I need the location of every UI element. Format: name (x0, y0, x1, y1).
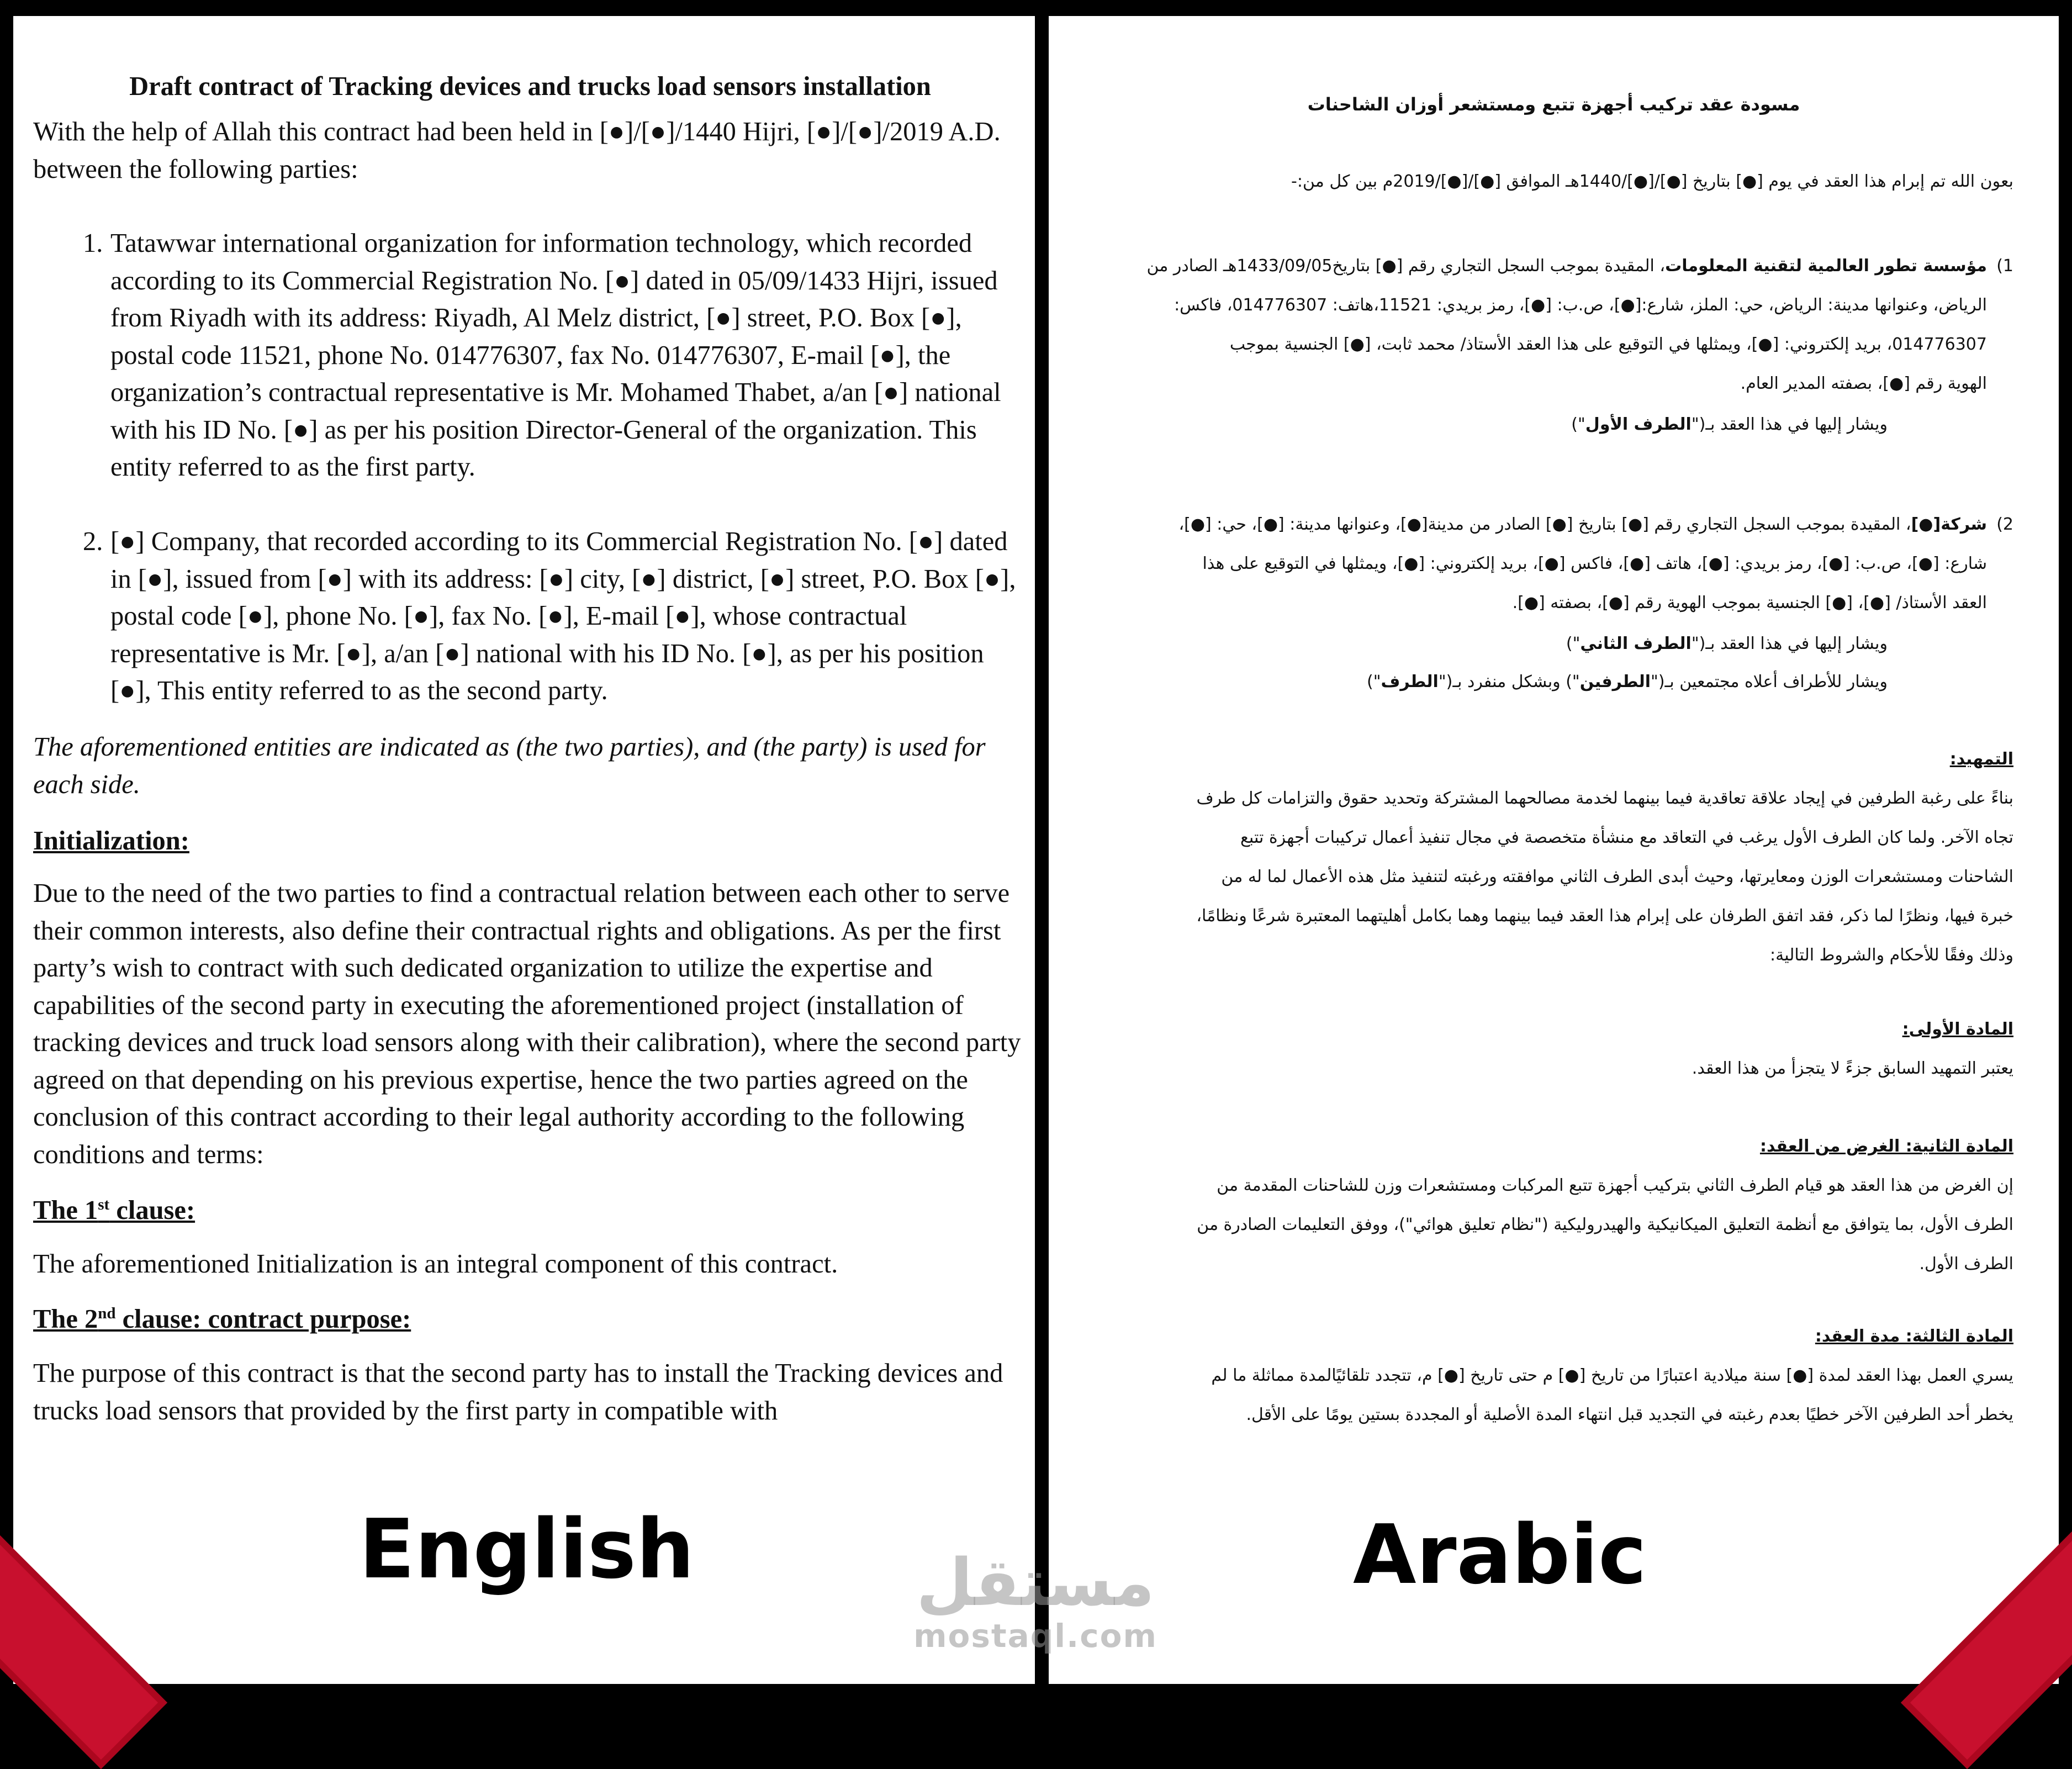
arabic-party-1-line-3: 014776307، بريد إلكتروني: [●]، ويمثلها في التوقيع على هذا العقد الأستاذ/ محمد ثابت، [●] الجنسية بموجب (1229, 335, 1987, 354)
initialization-text: Due to the need of the two parties to find a contractual relation between each other to serve their common interests, also define their contractual rights and obligations. As per the first party’s wish to contract with such dedicated organization to utilize the expertise and capabilities of the second party in executing the aforementioned project (installation of tracking devices and truck load sensors along with their calibration), where the second party agreed on that depending on his previous expertise, hence the two parties agreed on the conclusion of this contract according to their legal authority according to the following conditions and terms: (33, 879, 1021, 1169)
arabic-preamble-line-3: الشاحنات ومستشعرات الوزن ومعايرتها، وحيث أبدى الطرف الثاني موافقته ورغبته لتنفيذ مثل هذه الأعمال لما له من (1221, 867, 2013, 886)
arabic-party-2-line-1: شركة[●]، المقيدة بموجب السجل التجاري رقم [●] بتاريخ [●] الصادر من مدينة[●]، وعنوانها مدينة: [●]، حي: [●]، (1178, 515, 1987, 534)
arabic-preamble-line-2: تجاه الآخر. ولما كان الطرف الأول يرغب في التعاقد مع منشأة متخصصة في مجال تنفيذ أعمال تركيبات أجهزة تتبع (1240, 828, 2013, 847)
initialization-heading: Initialization: (33, 826, 189, 856)
arabic-preamble-heading: التمهيد: (1949, 749, 2013, 769)
party-1-number: 1. (83, 229, 103, 258)
clause-1-text: The aforementioned Initialization is an integral component of this contract. (33, 1249, 838, 1279)
arabic-party-1-number: 1) (1996, 256, 2013, 276)
arabic-intro: بعون الله تم إبرام هذا العقد في يوم [●] بتاريخ [●]/[●]/1440هـ الموافق [●]/[●]/2019م بين كل من:- (1291, 172, 2013, 191)
arabic-party-2-line-3: العقد الأستاذ/ [●]، [●] الجنسية بموجب الهوية رقم [●]، بصفته [●]. (1512, 593, 1987, 612)
arabic-article-1-heading: المادة الأولى: (1902, 1020, 2013, 1039)
parties-note: The aforementioned entities are indicated as (the two parties), and (the party) is used for each side. (33, 732, 986, 799)
watermark-arabic: مستقل (916, 1544, 1155, 1620)
arabic-party-1-line-1: مؤسسة تطور العالمية لتقنية المعلومات، المقيدة بموجب السجل التجاري رقم [●] بتاريخ1433/09/05هـ الصادر من (1146, 256, 1987, 276)
arabic-article-2-heading: المادة الثانية: الغرض من العقد: (1759, 1137, 2013, 1156)
arabic-article-2-line-2: الطرف الأول، بما يتوافق مع أنظمة التعليق الميكانيكية والهيدروليكية ("نظام تعليق هوائي")، ووفق التعليمات الصادرة من (1197, 1215, 2013, 1234)
party-2-number: 2. (83, 527, 103, 556)
arabic-label: Arabic (1353, 1507, 1647, 1602)
english-title: Draft contract of Tracking devices and trucks load sensors installation (129, 72, 931, 101)
english-label: English (359, 1502, 695, 1597)
english-intro: With the help of Allah this contract had been held in [●]/[●]/1440 Hijri, [●]/[●]/2019 A.D. between the following parties: (33, 117, 1001, 184)
arabic-party-1-reference: ويشار إليها في هذا العقد بـ("الطرف الأول") (1571, 415, 1888, 434)
arabic-article-2-line-3: الطرف الأول. (1919, 1254, 2013, 1274)
party-2-text: [●] Company, that recorded according to its Commercial Registration No. [●] dated in [●], issued from [●] with its address: [●] city, [●] district, [●] street, P.O. Box [●], postal code [●], phone No. [●], fax No. [●], E-mail [●], whose contractual representative is Mr. [●], a/an [●] national with his ID No. [●], as per his position [●], This entity referred to as the second party. (110, 527, 1016, 705)
arabic-page (1049, 16, 2059, 1684)
arabic-article-2-line-1: إن الغرض من هذا العقد هو قيام الطرف الثاني بتركيب أجهزة تتبع المركبات ومستشعرات وزن للشاحنات المقدمة من (1217, 1176, 2013, 1195)
arabic-preamble-line-4: خبرة فيها، ونظرًا لما ذكر، فقد اتفق الطرفان على إبرام هذا العقد فيما بينهما وهما بكامل أهليتهما المعتبرة شرعًا ونظامًا، (1196, 906, 2013, 926)
arabic-party-2-line-2: شارع: [●]، ص.ب: [●]، رمز بريدي: [●]، هاتف [●]، فاكس [●]، بريد إلكتروني: [●]، ويمثلها في التوقيع على هذا (1202, 554, 1987, 573)
arabic-title: مسودة عقد تركيب أجهزة تتبع ومستشعر أوزان الشاحنات (1307, 94, 1800, 115)
arabic-article-3-line-1: يسري العمل بهذا العقد لمدة [●] سنة ميلادية اعتبارًا من تاريخ [●] م حتى تاريخ [●] م، تتجدد تلقائيًالمدة مماثلة ما لم (1211, 1366, 2013, 1385)
arabic-article-1-text: يعتبر التمهيد السابق جزءً لا يتجزأ من هذا العقد. (1692, 1059, 2013, 1078)
watermark-latin: mostaql.com (913, 1617, 1157, 1655)
arabic-preamble-line-1: بناءً على رغبة الطرفين في إيجاد علاقة تعاقدية فيما بينهما لخدمة مصالحهما المشتركة وتحديد حقوق والتزامات كل طرف (1196, 789, 2013, 808)
arabic-article-3-heading: المادة الثالثة: مدة العقد: (1815, 1327, 2013, 1346)
mostaql-watermark (908, 1546, 1162, 1654)
arabic-article-3-line-2: يخطر أحد الطرفين الآخر خطيًا بعدم رغبته في التجديد قبل انتهاء المدة الأصلية أو المجددة بستين يومًا على الأقل. (1246, 1405, 2013, 1424)
arabic-party-1-line-4: الهوية رقم [●]، بصفته المدير العام. (1740, 374, 1987, 393)
arabic-parties-reference: ويشار للأطراف أعلاه مجتمعين بـ("الطرفين") وبشكل منفرد بـ("الطرف") (1367, 672, 1888, 691)
arabic-party-1-line-2: الرياض، وعنوانها مدينة: الرياض، حي: الملز، شارع:[●]، ص.ب: [●]، رمز بريدي: 11521،هاتف: 014776307، فاكس: (1174, 295, 1987, 315)
clause-2-text: The purpose of this contract is that the second party has to install the Tracking devices and trucks load sensors that provided by the first party in compatible with (33, 1359, 1003, 1425)
arabic-party-2-reference: ويشار إليها في هذا العقد بـ("الطرف الثاني") (1566, 634, 1888, 653)
clause-2-heading: The 2nd clause: contract purpose: (33, 1304, 411, 1334)
arabic-preamble-line-5: وذلك وفقًا للأحكام والشروط التالية: (1770, 946, 2013, 965)
english-page (13, 16, 1035, 1684)
party-1-text: Tatawwar international organization for information technology, which recorded according to its Commercial Registration No. [●] dated in 05/09/1433 Hijri, issued from Riyadh with its address: Riyadh, Al Melz district, [●] street, P.O. Box [●], postal code 11521, phone No. 014776307, fax No. 014776307, E-mail [●], the organization’s contractual representative is Mr. Mohamed Thabet, a/an [●] national with his ID No. [●] as per his position Director-General of the organization. This entity referred to as the first party. (110, 229, 1001, 482)
arabic-party-2-number: 2) (1996, 515, 2013, 534)
clause-1-heading: The 1st clause: (33, 1195, 195, 1225)
